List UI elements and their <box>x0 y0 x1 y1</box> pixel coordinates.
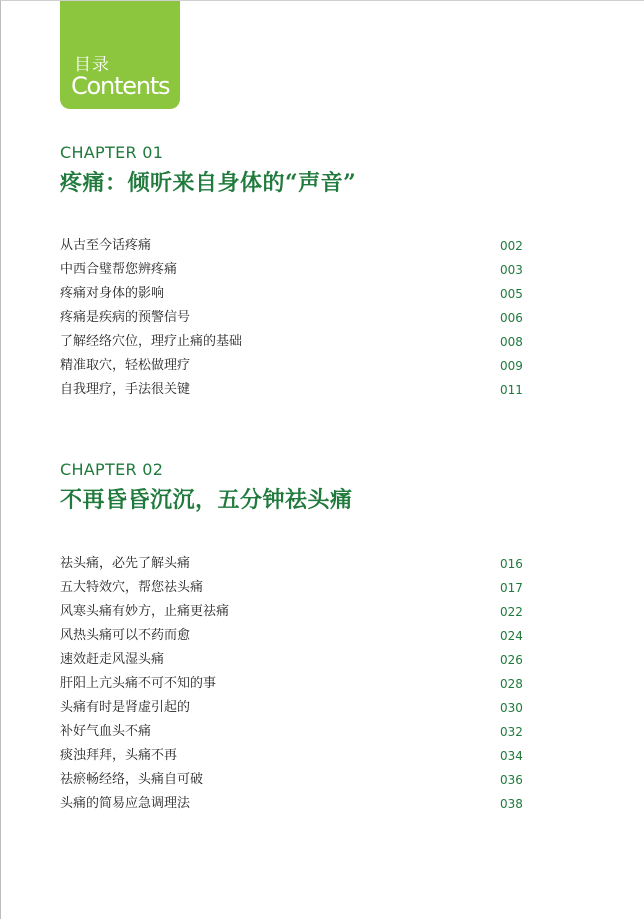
entry-page-number: 008 <box>500 335 523 349</box>
toc-entry[interactable] <box>60 600 530 624</box>
toc-entry[interactable] <box>60 768 530 792</box>
entry-title: 了解经络穴位，理疗止痛的基础 <box>60 334 243 349</box>
toc-entry[interactable] <box>60 648 530 672</box>
toc-entry[interactable] <box>60 354 530 378</box>
chapter-01 <box>60 143 530 397</box>
entry-title: 风寒头痛有妙方，止痛更祛痛 <box>60 604 230 619</box>
entry-page-number: 011 <box>500 383 523 397</box>
entry-title: 疼痛对身体的影响 <box>60 286 165 301</box>
entry-title: 痰浊拜拜，头痛不再 <box>60 748 178 763</box>
entry-page-number: 034 <box>500 749 523 763</box>
entry-title: 头痛的简易应急调理法 <box>60 796 191 811</box>
toc-entry[interactable] <box>60 744 530 768</box>
chapter-entries <box>60 234 530 402</box>
entry-title: 五大特效穴，帮您祛头痛 <box>60 580 204 595</box>
entry-page-number: 036 <box>500 773 523 787</box>
chapter-title: 不再昏昏沉沉，五分钟祛头痛 <box>60 487 353 513</box>
entry-page-number: 006 <box>500 311 523 325</box>
entry-page-number: 022 <box>500 605 523 619</box>
toc-entry[interactable] <box>60 282 530 306</box>
entry-title: 自我理疗，手法很关键 <box>60 382 191 397</box>
toc-entry[interactable] <box>60 576 530 600</box>
entry-title: 精准取穴，轻松做理疗 <box>60 358 191 373</box>
entry-page-number: 032 <box>500 725 523 739</box>
toc-entry[interactable] <box>60 624 530 648</box>
chapter-02 <box>60 460 530 811</box>
entry-page-number: 028 <box>500 677 523 691</box>
entry-page-number: 038 <box>500 797 523 811</box>
toc-entry[interactable] <box>60 258 530 282</box>
entry-title: 祛瘀畅经络，头痛自可破 <box>60 772 204 787</box>
entry-page-number: 030 <box>500 701 523 715</box>
entry-page-number: 002 <box>500 239 523 253</box>
badge-title-cn: 目录 <box>74 55 110 75</box>
entry-page-number: 017 <box>500 581 523 595</box>
contents-badge <box>60 1 180 109</box>
entry-title: 疼痛是疾病的预警信号 <box>60 310 191 325</box>
chapter-label: CHAPTER 01 <box>60 143 164 162</box>
entry-title: 祛头痛，必先了解头痛 <box>60 556 191 571</box>
toc-entry[interactable] <box>60 696 530 720</box>
toc-entry[interactable] <box>60 330 530 354</box>
toc-entry[interactable] <box>60 672 530 696</box>
entry-title: 从古至今话疼痛 <box>60 238 152 253</box>
toc-entry[interactable] <box>60 720 530 744</box>
entry-page-number: 026 <box>500 653 523 667</box>
toc-entry[interactable] <box>60 306 530 330</box>
entry-page-number: 003 <box>500 263 523 277</box>
chapter-title: 疼痛：倾听来自身体的“声音” <box>60 170 357 196</box>
toc-entry[interactable] <box>60 792 530 816</box>
entry-title: 肝阳上亢头痛不可不知的事 <box>60 676 217 691</box>
entry-title: 速效赶走风湿头痛 <box>60 652 165 667</box>
entry-title: 头痛有时是肾虚引起的 <box>60 700 191 715</box>
entry-title: 风热头痛可以不药而愈 <box>60 628 191 643</box>
entry-page-number: 024 <box>500 629 523 643</box>
toc-entry[interactable] <box>60 234 530 258</box>
entry-page-number: 005 <box>500 287 523 301</box>
badge-title-en: Contents <box>71 72 170 100</box>
entry-page-number: 016 <box>500 557 523 571</box>
entry-page-number: 009 <box>500 359 523 373</box>
entry-title: 补好气血头不痛 <box>60 724 152 739</box>
entry-title: 中西合璧帮您辨疼痛 <box>60 262 178 277</box>
toc-entry[interactable] <box>60 378 530 402</box>
toc-entry[interactable] <box>60 552 530 576</box>
chapter-entries <box>60 552 530 816</box>
chapter-label: CHAPTER 02 <box>60 460 164 479</box>
